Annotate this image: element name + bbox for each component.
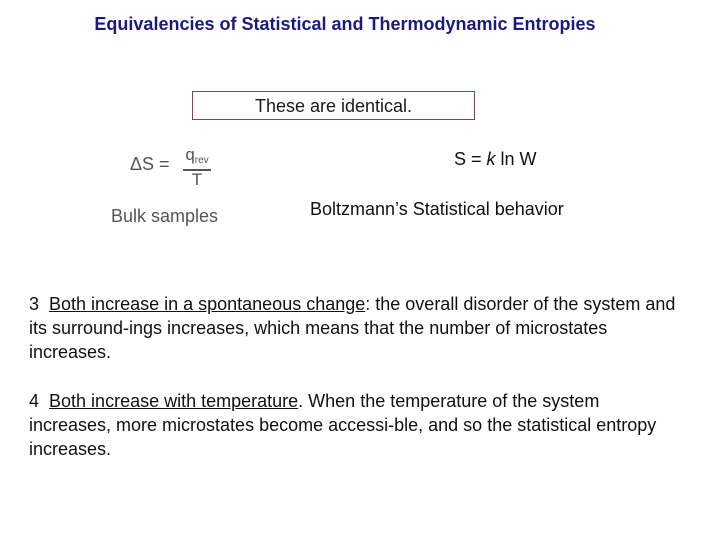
- identical-callout-box: These are identical.: [192, 91, 475, 120]
- q-rev-over-t-fraction: [182, 146, 212, 189]
- numerator-subscript: rev: [194, 155, 209, 166]
- point-3-text: : the overall disorder of the system and its surround-ings increases, which means that the number of microstates increases.: [29, 294, 676, 362]
- point-3-paragraph: [29, 292, 679, 364]
- point-4-underlined: Both increase with temperature: [49, 391, 299, 411]
- bulk-samples-label: Bulk samples: [111, 206, 219, 226]
- fraction-denominator: T: [191, 169, 203, 189]
- boltzmann-constant-k: k: [486, 149, 496, 169]
- boltzmann-statistical-label: Boltzmann’s Statistical behavior: [310, 199, 564, 219]
- point-4-number: 4: [29, 391, 40, 411]
- boltzmann-prefix: S =: [454, 149, 487, 169]
- point-4-text: . When the temperature of the system increases, more microstates become accessi-ble, and so the statistical entropy increases.: [29, 391, 657, 459]
- boltzmann-entropy-formula: [454, 149, 537, 170]
- delta-s-label: ΔS =: [130, 154, 170, 174]
- point-3-number: 3: [29, 294, 40, 314]
- boltzmann-suffix: ln W: [495, 149, 537, 169]
- point-4-paragraph: [29, 389, 679, 461]
- fraction-numerator: [182, 146, 212, 169]
- slide-title: Equivalencies of Statistical and Thermodynamic Entropies: [94, 14, 596, 34]
- numerator-q: q: [185, 145, 195, 164]
- point-3-underlined: Both increase in a spontaneous change: [49, 294, 366, 314]
